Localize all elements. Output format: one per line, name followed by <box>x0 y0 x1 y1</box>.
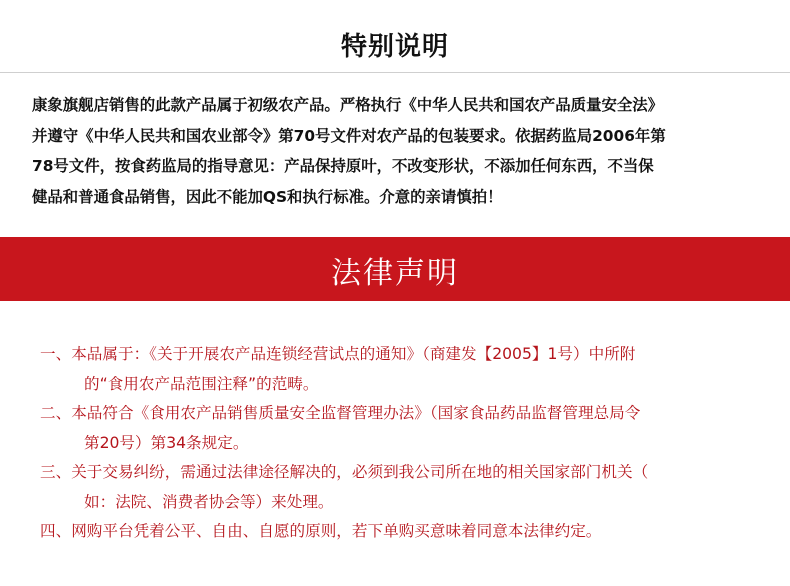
title-divider <box>0 72 790 73</box>
legal-statement-title: 法律声明 <box>331 256 459 291</box>
legal-item-line: 四、网购平台凭着公平、自由、自愿的原则，若下单购买意味着同意本法律约定。 <box>40 522 602 540</box>
special-notice-line: 康象旗舰店销售的此款产品属于初级农产品。严格执行《中华人民共和国农产品质量安全法》 <box>32 96 664 114</box>
legal-item-line: 如：法院、消费者协会等）来处理。 <box>84 492 334 511</box>
special-notice-line: 并遵守《中华人民共和国农业部令》第70号文件对农产品的包装要求。依据药监局2006年第 <box>32 126 666 145</box>
legal-item-2 <box>40 399 780 458</box>
legal-item-line: 第20号）第34条规定。 <box>84 433 249 452</box>
special-notice-title: 特别说明 <box>340 32 449 62</box>
special-notice-section <box>0 0 790 236</box>
legal-item-line: 二、本品符合《食用农产品销售质量安全监督管理办法》（国家食品药品监督管理总局令 <box>40 404 641 422</box>
special-notice-body <box>32 90 762 212</box>
legal-item-4 <box>40 517 780 547</box>
legal-item-1 <box>40 340 780 399</box>
legal-item-line: 三、关于交易纠纷，需通过法律途径解决的，必须到我公司所在地的相关国家部门机关（ <box>40 463 649 481</box>
legal-statement-list <box>40 340 780 547</box>
legal-item-line: 一、本品属于：《关于开展农产品连锁经营试点的通知》（商建发【2005】1号）中所附 <box>40 345 636 363</box>
special-notice-line: 健品和普通食品销售，因此不能加QS和执行标准。介意的亲请慎拍！ <box>32 187 503 206</box>
special-notice-line: 78号文件，按食药监局的指导意见：产品保持原叶，不改变形状，不添加任何东西，不当保 <box>32 157 654 175</box>
legal-item-line: 的“食用农产品范围注释”的范畴。 <box>84 374 319 393</box>
legal-item-3 <box>40 458 780 517</box>
